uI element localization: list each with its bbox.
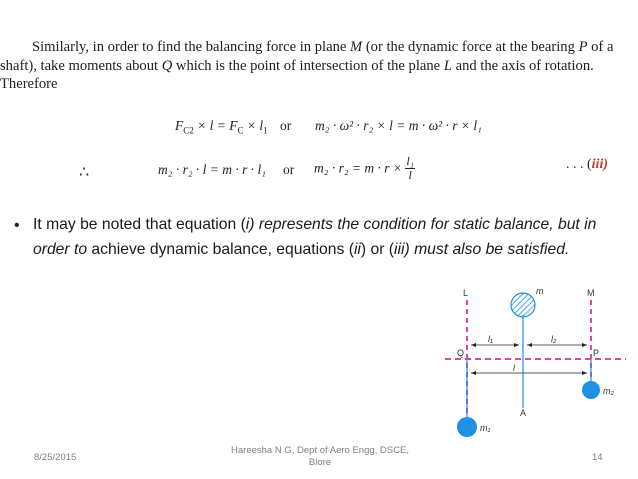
or-text-1: or <box>280 118 292 133</box>
plane-m-ref: M <box>350 39 363 55</box>
paragraph-text: which is the point of intersection of the plane <box>172 57 444 74</box>
label-m2: m₂ <box>603 386 614 396</box>
bullet-text: It may be noted that equation (i) represents the condition for static balance, but in order to achieve dynamic balance, equations (ii) or (iii) must also be satisfied. <box>33 216 597 258</box>
label-p: P <box>593 348 600 358</box>
mass-m1 <box>457 417 477 437</box>
therefore-symbol: ∴ <box>79 164 90 181</box>
paragraph-text: (or the dynamic force at the bearing <box>362 39 579 55</box>
fraction: $\frac{\text{l₁}}{l}$ <box>406 154 414 182</box>
label-l2: l₂ <box>551 334 557 344</box>
mass-m <box>511 293 535 317</box>
footer-page-number: 14 <box>592 452 603 463</box>
label-mass-m: m <box>536 286 544 296</box>
equation-row-1-left: $F_{C2} \times l = F_C \times l_1$ <box>175 118 268 136</box>
label-m-plane: M <box>587 288 595 298</box>
label-l: l <box>513 363 515 373</box>
equation-row-2-right: m₂ · r₂ = m · r × $\frac{\text{l₁}}{l}$ <box>314 154 414 182</box>
equation-label-iii: . . . (iii) <box>566 157 609 172</box>
equation-row-1-right: m₂ · ω² · r₂ × l = m · ω² · r × l₁ <box>315 118 482 133</box>
two-plane-balance-diagram <box>440 280 630 445</box>
paragraph-text: and the axis of rotation. Therefore <box>0 57 594 92</box>
footer-author: Hareesha N G, Dept of Aero Engg, DSCE, Blore <box>231 445 409 468</box>
bullet-marker: • <box>14 217 20 234</box>
label-m1: m₁ <box>480 423 491 433</box>
label-l1: l₁ <box>488 334 493 344</box>
paragraph-text: Similarly, in order to find the balancing force in plane <box>32 39 350 55</box>
or-text-2: or <box>283 162 295 177</box>
label-a: A <box>520 408 527 418</box>
point-q-ref: Q <box>161 57 173 74</box>
paragraph-text: of a shaft), take moments about <box>0 39 614 74</box>
equation-row-2-left: m₂ · r₂ · l = m · r · l₁ <box>158 162 266 177</box>
plane-l-ref: L <box>443 57 452 74</box>
footer-date: 8/25/2015 <box>34 452 77 463</box>
label-l: L <box>463 288 469 298</box>
body-paragraph <box>0 38 634 94</box>
mass-m2 <box>582 381 600 399</box>
label-q: Q <box>457 348 465 358</box>
bearing-p-ref: P <box>578 39 588 55</box>
